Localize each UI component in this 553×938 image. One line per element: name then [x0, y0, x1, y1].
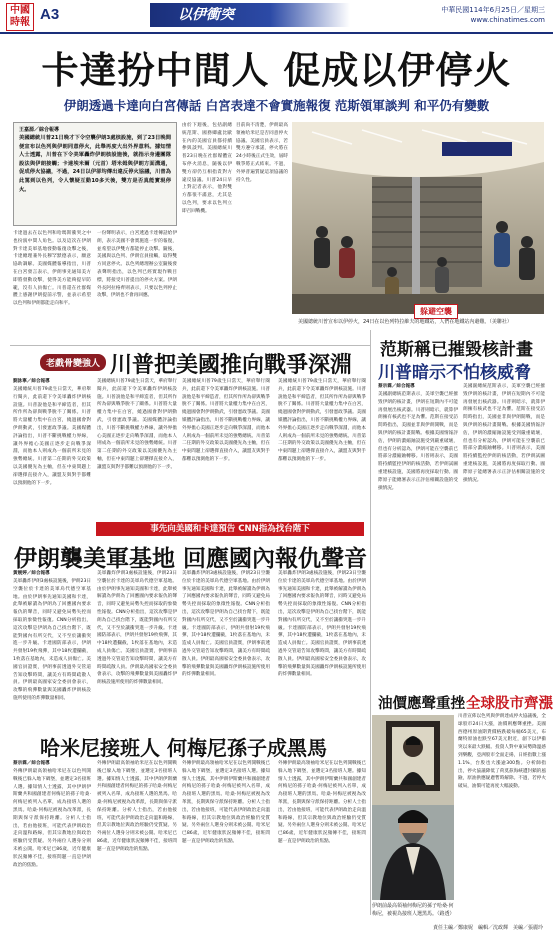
- story3-col1: 美國副總統范斯表示，美軍空襲已經摧毀伊朗的核計畫，伊朗在短期內不可能再發展出核武器。川普則暗示，就算伊朗擁有核武也不足為懼。范斯在接受訪問時指出，美國並非與伊朗開戰，而是與伊朗的核計畫開戰。根據美國情報評估，伊朗的濃縮鈾設施受到嚴重破壞，但也有分析認為，伊朗可能在空襲前已將部分濃縮鈾轉移。川普則表示，美國將持續監控伊朗的核活動，若伊朗試圖重建核設施，美國將再度採取行動。國際原子能總署表示正評估相關設施的受損情況。: [378, 392, 458, 491]
- stock-headline-right: 全球股市齊漲: [466, 696, 553, 712]
- summary-box: [13, 122, 177, 226]
- story3-col2: 美國副總統范斯表示，美軍空襲已經摧毀伊朗的核計畫，伊朗在短期內不可能再發展出核武器。川普則暗示，就算伊朗擁有核武也不足為懼。范斯在接受訪問時指出，美國並非與伊朗開戰，而是與伊朗的核計畫開戰。根據美國情報評估，伊朗的濃縮鈾設施受到嚴重破壞，但也有分析認為，伊朗可能在空襲前已將部分濃縮鈾轉移。川普則表示，美國將持續監控伊朗的核活動，若伊朗試圖重建核設施，美國將再度採取行動。國際原子能總署表示正評估相關設施的受損情況。: [463, 384, 545, 483]
- story4-col4: 美軍轟炸伊朗3處核設施後，伊朗23日空襲位於卡達的美軍烏代德空軍基地。由於伊朗事先通知美國和卡達，此舉被解讀為伊朗為了回應國內要求報仇的聲音，同時又避免局勢失控而採取的象徵性報復。CNN分析指出，這次攻擊是伊朗為自己找台階下，既能對國內有所交代，又不至於讓衝突進一步升級。卡達國防部表示，伊朗共發射19枚飛彈，其中18枚遭攔截，1枚落在基地內，未造成人員傷亡。美國官員證實，伊朗事前透過外交管道告知攻擊時間，讓美方有時間疏散人員。伊朗最高國家安全委員會表示，攻擊的飛彈數量與美國轟炸伊朗核設施所使用的炸彈數量相同。: [278, 571, 366, 678]
- page-header: [0, 0, 553, 34]
- story2-byline: 劉詠寧／綜合報導: [13, 379, 50, 384]
- story4-headline: 伊朗襲美軍基地 回應國內報仇聲音: [14, 546, 368, 572]
- photo-badge: 躲避空襲: [414, 304, 458, 319]
- date-text: 中華民國114年6月25日／星期三: [441, 6, 545, 14]
- story2-headline: 川普把美國推向戰爭深淵: [110, 353, 353, 378]
- main-column-d: 目前尚不清楚，伊朗最高領袖哈米尼是否同意停火協議。美國官員表示，若雙方遵守承諾，停火將在24小時後正式生效，屆時戰爭將正式結束。不過，外界普遍質疑這項協議的持久性。: [236, 123, 288, 183]
- story4-col2: 美軍轟炸伊朗3處核設施後，伊朗23日空襲位於卡達的美軍烏代德空軍基地。由於伊朗事先通知美國和卡達，此舉被解讀為伊朗為了回應國內要求報仇的聲音，同時又避免局勢失控而採取的象徵性報復。CNN分析指出，這次攻擊是伊朗為自己找台階下，既能對國內有所交代，又不至於讓衝突進一步升級。卡達國防部表示，伊朗共發射19枚飛彈，其中18枚遭攔截，1枚落在基地內，未造成人員傷亡。美國官員證實，伊朗事前透過外交管道告知攻擊時間，讓美方有時間疏散人員。伊朗最高國家安全委員會表示，攻擊的飛彈數量與美國轟炸伊朗核設施所使用的炸彈數量相同。: [97, 571, 177, 686]
- divider-top: [10, 345, 370, 346]
- main-headline: 卡達扮中間人 促成以伊停火: [41, 49, 512, 92]
- logo-text: 中國時報: [10, 5, 30, 28]
- khomeini-photo-graphic: [372, 715, 454, 900]
- main-subheadline: 伊朗透過卡達向白宮傳話 白宮表達不會實施報復 范斯領軍談判 和平仍有變數: [63, 98, 490, 113]
- story3-byline: 蔡宗霖／綜合報導: [378, 384, 415, 389]
- story5-col2: 外傳伊朗最高領袖哈米尼在以色列開戰後已躲入地下碉堡，並選定3名接班人選。據知情人士透露，其中伊朗伊斯蘭共和國創建者何梅尼的孫子哈桑·何梅尼被列入名單，成為接班人選的黑馬。哈桑·何梅尼被視為改革派，長期與保守派保持距離。分析人士指出，若由他接班，可能代表伊朗政治走向溫和路線，但其宗教地位與政治經驗仍受質疑。另外兩位人選身分則未被公開。哈米尼已86歲，近年健康狀況頻傳不佳，接班問題一直是伊朗政治的焦點。: [97, 761, 177, 852]
- issue-date: [441, 5, 545, 25]
- story3-subheadline: 川普暗示不怕核威脅: [378, 363, 531, 383]
- story3-headline: 范斯稱已摧毀核計畫: [380, 340, 533, 360]
- story2-col4: 美國總統川普79歲生日當天，華府舉行閱兵，此前還下令美軍轟炸伊朗核設施。川普說他是和平締造者，但其所作所為卻與戰爭脫不了關係。川普將大量權力集中在白宮，繞過國會對伊朗動武，引發憲政爭議。美國媒體評論指出，川普不斷挑戰權力界線，讓外界擔心美國正逐步走向戰爭深淵，而他本人則成為一個前所未見的強勢總統。川普第二任期的外交政策以美國優先為主軸，但在中東問題上卻選擇直接介入，讓盟友與對手都難以預測他的下一步。: [278, 379, 366, 462]
- site-url: www.chinatimes.com: [470, 16, 545, 24]
- story5-col1: 外傳伊朗最高領袖哈米尼在以色列開戰後已躲入地下碉堡，並選定3名接班人選。據知情人士透露，其中伊朗伊斯蘭共和國創建者何梅尼的孫子哈桑·何梅尼被列入名單，成為接班人選的黑馬。哈桑·何梅尼被視為改革派，長期與保守派保持距離。分析人士指出，若由他接班，可能代表伊朗政治走向溫和路線，但其宗教地位與政治經驗仍受質疑。另外兩位人選身分則未被公開。哈米尼已86歲，近年健康狀況頻傳不佳，接班問題一直是伊朗政治的焦點。: [13, 769, 91, 868]
- section-banner: 以伊衝突: [150, 3, 350, 27]
- main-column-a: 卡達過去在以色列和哈瑪斯衝突之中也扮演中間人角色。以及這次在伊朗對卡達美軍基地發動報復攻擊之後，卡達總理兼外長穆罕默德表示，願意協助調解。美國媒體報導指出，川普在白宮發言表示，伊朗事先通知美方即將發動攻擊，使得美方能夠提早防範，沒有人員傷亡。川普還在社群媒體上感謝伊朗提前示警，並表示希望以色列和伊朗都能走向和平。: [13, 231, 91, 307]
- page-credits: 責任主編／鄭康妮 編輯／沈政輝 美編／張麗玲: [432, 925, 543, 931]
- story4-col1: 美軍轟炸伊朗3處核設施後，伊朗23日空襲位於卡達的美軍烏代德空軍基地。由於伊朗事先通知美國和卡達，此舉被解讀為伊朗為了回應國內要求報仇的聲音，同時又避免局勢失控而採取的象徵性報復。CNN分析指出，這次攻擊是伊朗為自己找台階下，既能對國內有所交代，又不至於讓衝突進一步升級。卡達國防部表示，伊朗共發射19枚飛彈，其中18枚遭攔截，1枚落在基地內，未造成人員傷亡。美國官員證實，伊朗事前透過外交管道告知攻擊時間，讓美方有時間疏散人員。伊朗最高國家安全委員會表示，攻擊的飛彈數量與美國轟炸伊朗核設施所使用的炸彈數量相同。: [13, 579, 91, 701]
- summary-byline: 王嘉源／綜合報導: [19, 127, 60, 133]
- story4-col3: 美軍轟炸伊朗3處核設施後，伊朗23日空襲位於卡達的美軍烏代德空軍基地。由於伊朗事先通知美國和卡達，此舉被解讀為伊朗為了回應國內要求報仇的聲音，同時又避免局勢失控而採取的象徵性報復。CNN分析指出，這次攻擊是伊朗為自己找台階下，既能對國內有所交代，又不至於讓衝突進一步升級。卡達國防部表示，伊朗共發射19枚飛彈，其中18枚遭攔截，1枚落在基地內，未造成人員傷亡。美國官員證實，伊朗事前透過外交管道告知攻擊時間，讓美方有時間疏散人員。伊朗最高國家安全委員會表示，攻擊的飛彈數量與美國轟炸伊朗核設施所使用的炸彈數量相同。: [182, 571, 270, 678]
- story4-byline: 黃婉婷／綜合報導: [13, 571, 50, 576]
- main-column-c: 由於下週後，包括副總統范斯、國務卿盧比歐在內的美國官員都持續參與談判。美國總統川普23日晚在社群媒體宣布停火消息，隨後以伊雙方卻仍互相指責對方違反協議。川普24日早上對記者表示，他對雙方都很不滿意，尤其是以色列，要求以色列立即召回戰機。: [182, 123, 232, 214]
- story2-col2: 美國總統川普79歲生日當天，華府舉行閱兵，此前還下令美軍轟炸伊朗核設施。川普說他是和平締造者，但其所作所為卻與戰爭脫不了關係。川普將大量權力集中在白宮，繞過國會對伊朗動武，引發憲政爭議。美國媒體評論指出，川普不斷挑戰權力界線，讓外界擔心美國正逐步走向戰爭深淵，而他本人則成為一個前所未見的強勢總統。川普第二任期的外交政策以美國優先為主軸，但在中東問題上卻選擇直接介入，讓盟友與對手都難以預測他的下一步。: [97, 379, 177, 470]
- stock-headline-left: 油價應聲重挫: [378, 696, 465, 712]
- newspaper-logo: [6, 3, 34, 31]
- page-number: A3: [40, 6, 60, 23]
- story2-kicker: 老戲骨變強人: [40, 354, 106, 371]
- subway-photo-graphic: [292, 122, 544, 314]
- story5-headline: 哈米尼接班人 何梅尼孫子成黑馬: [40, 736, 327, 760]
- summary-text: 美國總統川普21日晚才下令空襲伊朗3處核設施，到了23日晚間便宣布以色列與伊朗同意停火，此舉再度大出外界意料。據知情人士透露，川普在下令美軍轟炸伊朗核設施後，就指示身邊團隊設法與伊朗接觸；卡達埃米爾（元首）塔米姆與伊朗方面溝通，促成停火協議，不過，24日以伊卻均傳出違反停火協議，川普為此罵到以色列，令人懷疑互動10多天後，雙方是否真能實現停火。: [19, 135, 171, 193]
- story5-col4: 外傳伊朗最高領袖哈米尼在以色列開戰後已躲入地下碉堡，並選定3名接班人選。據知情人士透露，其中伊朗伊斯蘭共和國創建者何梅尼的孫子哈桑·何梅尼被列入名單，成為接班人選的黑馬。哈桑·何梅尼被視為改革派，長期與保守派保持距離。分析人士指出，若由他接班，可能代表伊朗政治走向溫和路線，但其宗教地位與政治經驗仍受質疑。另外兩位人選身分則未被公開。哈米尼已86歲，近年健康狀況頻傳不佳，接班問題一直是伊朗政治的焦點。: [278, 761, 366, 844]
- story5-byline: 蔡宗霖／綜合報導: [13, 761, 50, 766]
- khomeini-photo: [372, 715, 454, 900]
- subway-shelter-photo: [292, 122, 544, 314]
- divider-vertical: [370, 330, 371, 915]
- story2-col3: 美國總統川普79歲生日當天，華府舉行閱兵，此前還下令美軍轟炸伊朗核設施。川普說他是和平締造者，但其所作所為卻與戰爭脫不了關係。川普將大量權力集中在白宮，繞過國會對伊朗動武，引發憲政爭議。美國媒體評論指出，川普不斷挑戰權力界線，讓外界擔心美國正逐步走向戰爭深淵，而他本人則成為一個前所未見的強勢總統。川普第二任期的外交政策以美國優先為主軸，但在中東問題上卻選擇直接介入，讓盟友與對手都難以預測他的下一步。: [182, 379, 270, 462]
- khomeini-photo-caption: 伊朗前最高領袖何梅尼的孫子哈桑·何梅尼，被視為接班人選黑馬。（路透）: [372, 903, 455, 917]
- subway-photo-caption: 美國總統川普宣布以伊停火，24日在以色列特拉維夫的地鐵站，人們在地鐵站內避難。（美聯社）: [298, 319, 512, 325]
- main-column-b: 一份聲明表示，白宮透過卡達傳話給伊朗，表示美國不會實施進一步的報復，並希望以伊雙方都能停止攻擊。隨後，美國與以色列、伊朗官員接觸，取得雙方同意停火。以色列總理辦公室隨後發表聲明指出，以色列已經實現作戰目標，將接受川普提出的停火方案。伊朗外長阿拉格齊則表示，只要以色列停止攻擊，伊朗也不會再回應。: [97, 231, 177, 299]
- story5-col3: 外傳伊朗最高領袖哈米尼在以色列開戰後已躲入地下碉堡，並選定3名接班人選。據知情人士透露，其中伊朗伊斯蘭共和國創建者何梅尼的孫子哈桑·何梅尼被列入名單，成為接班人選的黑馬。哈桑·何梅尼被視為改革派，長期與保守派保持距離。分析人士指出，若由他接班，可能代表伊朗政治走向溫和路線，但其宗教地位與政治經驗仍受質疑。另外兩位人選身分則未被公開。哈米尼已86歲，近年健康狀況頻傳不佳，接班問題一直是伊朗政治的焦點。: [182, 761, 270, 844]
- stock-col1: 川普宣佈以色列與伊朗達成停火協議後，全球股市24日大漲，油價則應聲重挫。美國西德州原油期貨價格跌破每桶65美元，布蘭特原油也跌至67美元附近，創下以伊衝突以來最大跌幅。投資人對中東局勢降溫感到樂觀，亞洲股市全面走揚，日經指數上漲1.1%，台股也大漲逾300點。分析師指出，停火協議降低了荷莫茲海峽遭封鎖的風險，原油供應疑慮暫時解除。不過，若停火破局，油價可能再度大幅波動。: [458, 714, 546, 790]
- story4-redbar: 事先向美國和卡達預告 CNN指為找台階下: [96, 522, 364, 536]
- story2-col1: 美國總統川普79歲生日當天，華府舉行閱兵，此前還下令美軍轟炸伊朗核設施。川普說他是和平締造者，但其所作所為卻與戰爭脫不了關係。川普將大量權力集中在白宮，繞過國會對伊朗動武，引發憲政爭議。美國媒體評論指出，川普不斷挑戰權力界線，讓外界擔心美國正逐步走向戰爭深淵，而他本人則成為一個前所未見的強勢總統。川普第二任期的外交政策以美國優先為主軸，但在中東問題上卻選擇直接介入，讓盟友與對手都難以預測他的下一步。: [13, 387, 91, 486]
